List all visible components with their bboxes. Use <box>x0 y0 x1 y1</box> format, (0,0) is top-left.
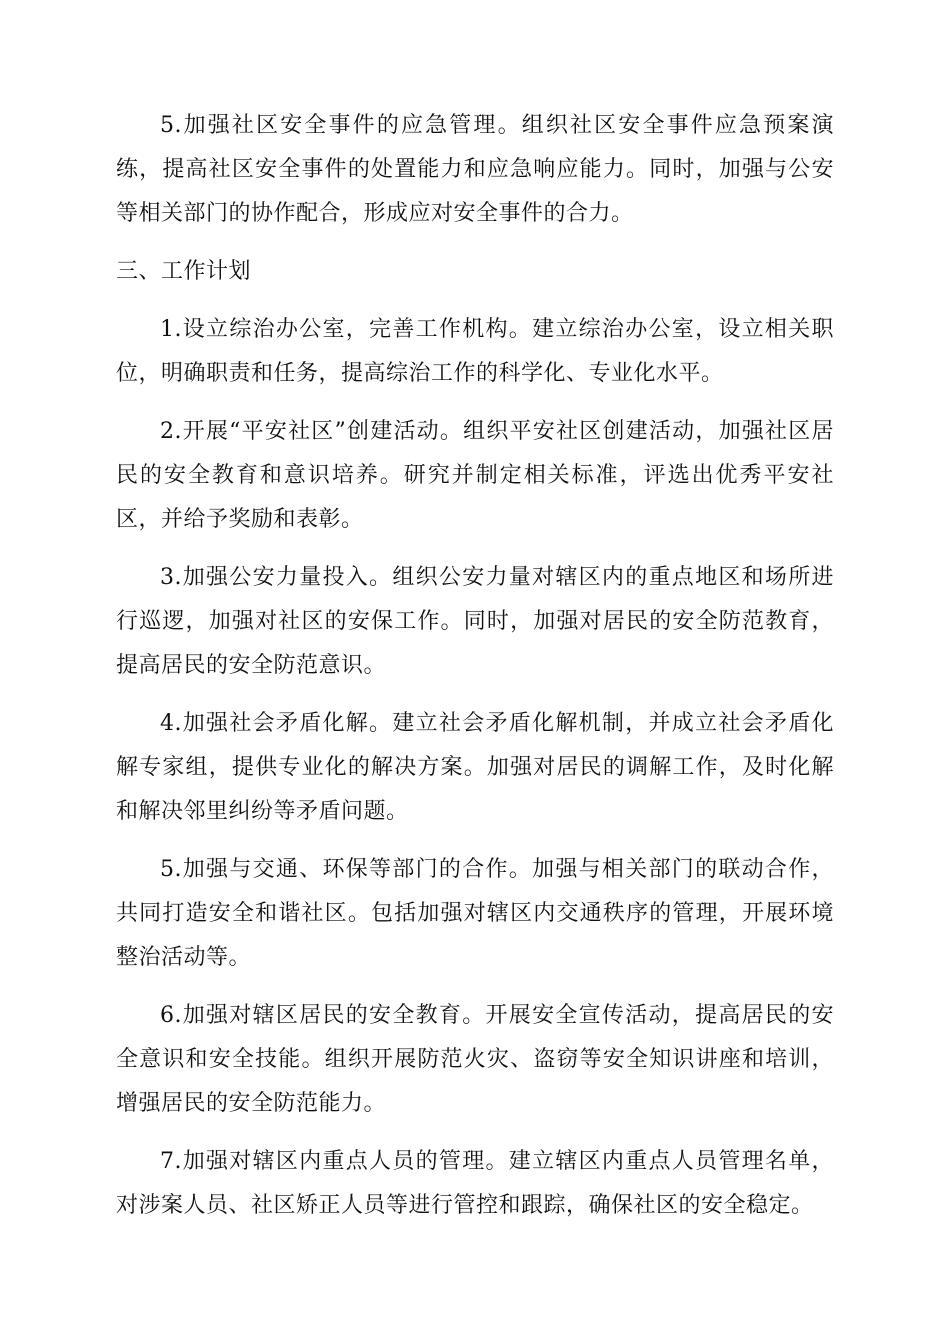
paragraph-plan-item-2: 2.开展“平安社区”创建活动。组织平安社区创建活动，加强社区居民的安全教育和意识培养。研究并制定相关标准，评选出优秀平安社区，并给予奖励和表彰。 <box>116 419 834 532</box>
paragraph-plan-item-7: 7.加强对辖区内重点人员的管理。建立辖区内重点人员管理名单，对涉案人员、社区矫正人员等进行管控和跟踪，确保社区的安全稳定。 <box>116 1149 834 1218</box>
document-body <box>116 104 834 1228</box>
paragraph-plan-item-5: 5.加强与交通、环保等部门的合作。加强与相关部门的联动合作，共同打造安全和谐社区。包括加强对辖区内交通秩序的管理，开展环境整治活动等。 <box>116 857 834 970</box>
section-heading-work-plan: 三、工作计划 <box>116 259 252 284</box>
paragraph-plan-item-6: 6.加强对辖区居民的安全教育。开展安全宣传活动，提高居民的安全意识和安全技能。组织开展防范火灾、盗窃等安全知识讲座和培训，增强居民的安全防范能力。 <box>116 1003 834 1116</box>
paragraph-emergency-management: 5.加强社区安全事件的应急管理。组织社区安全事件应急预案演练，提高社区安全事件的处置能力和应急响应能力。同时，加强与公安等相关部门的协作配合，形成应对安全事件的合力。 <box>116 113 834 226</box>
paragraph-plan-item-1: 1.设立综治办公室，完善工作机构。建立综治办公室，设立相关职位，明确职责和任务，提高综治工作的科学化、专业化水平。 <box>116 317 834 386</box>
paragraph-plan-item-3: 3.加强公安力量投入。组织公安力量对辖区内的重点地区和场所进行巡逻，加强对社区的安保工作。同时，加强对居民的安全防范教育，提高居民的安全防范意识。 <box>116 565 834 678</box>
paragraph-plan-item-4: 4.加强社会矛盾化解。建立社会矛盾化解机制，并成立社会矛盾化解专家组，提供专业化的解决方案。加强对居民的调解工作，及时化解和解决邻里纠纷等矛盾问题。 <box>116 711 834 824</box>
